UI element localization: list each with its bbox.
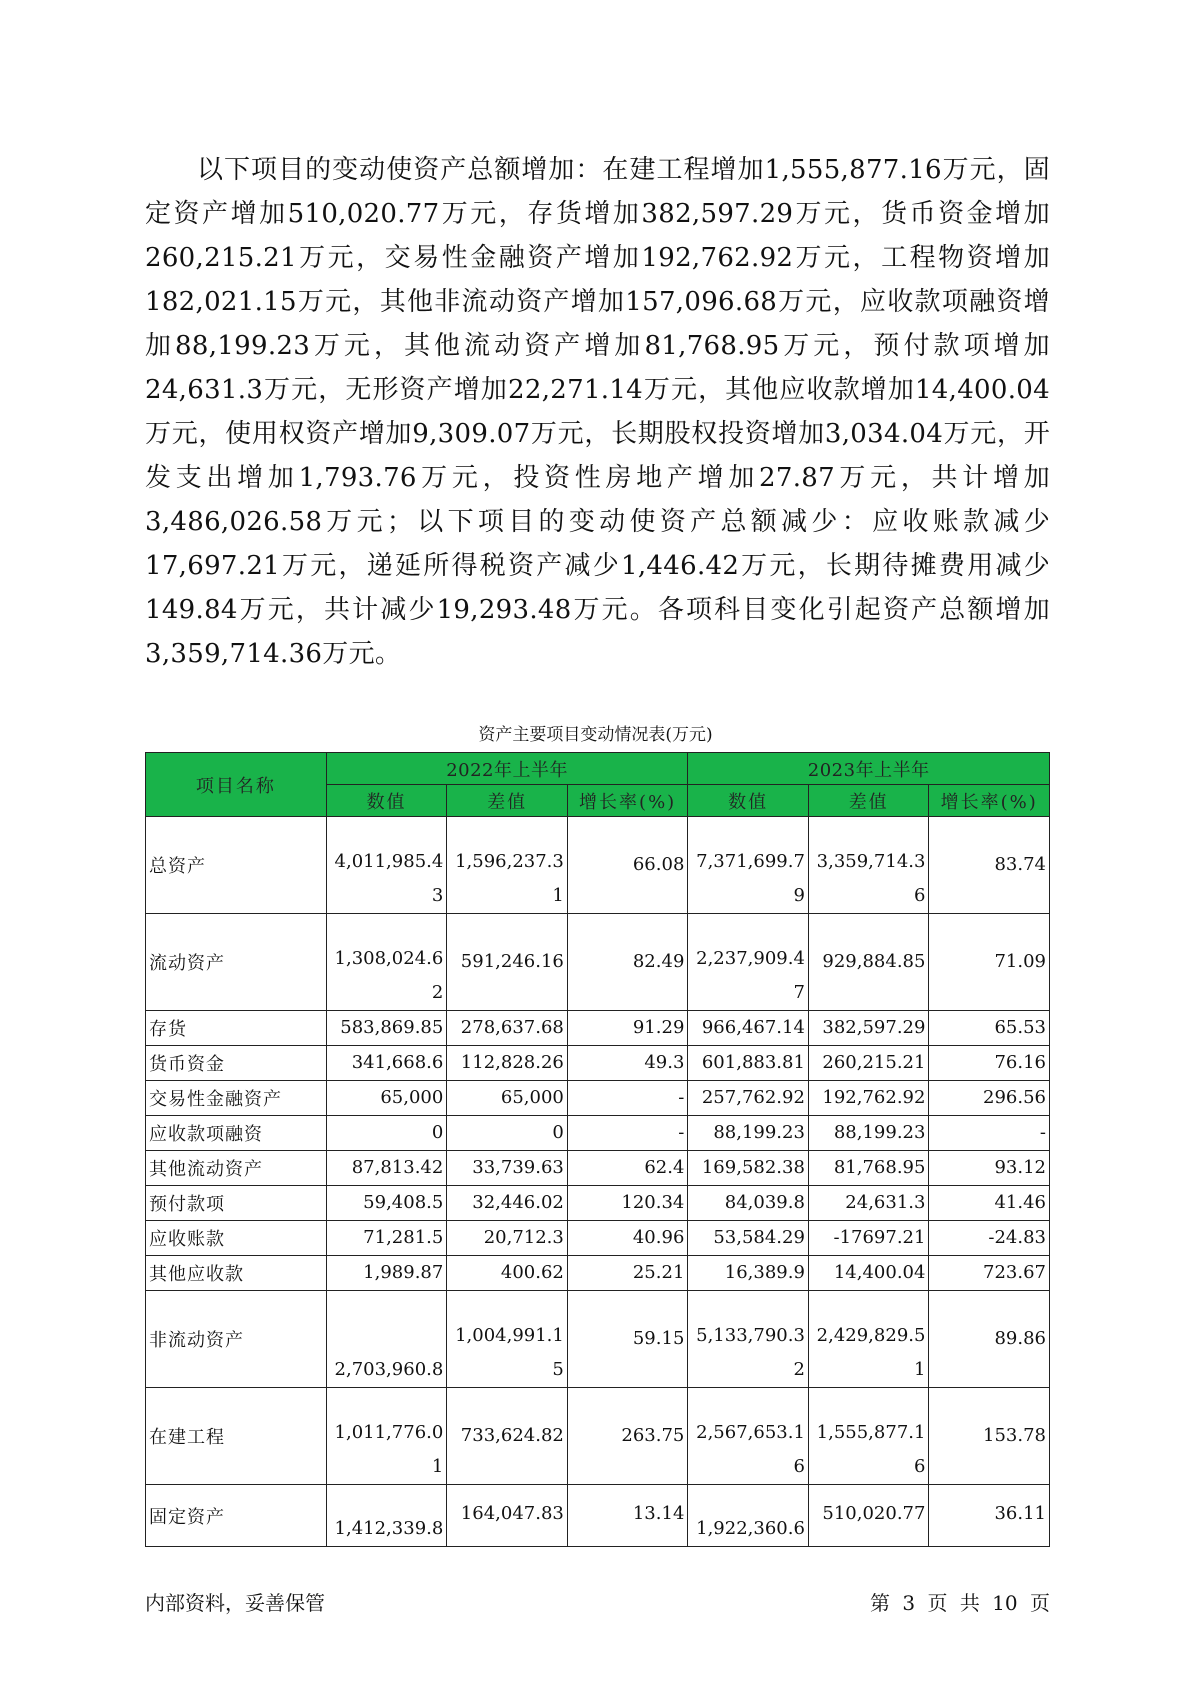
- table-row: [146, 1291, 1050, 1388]
- header-diff-2022: 差值: [447, 785, 568, 817]
- cell-diff-2022: 164,047.83: [447, 1485, 568, 1547]
- body-paragraph: 以下项目的变动使资产总额增加：在建工程增加1,555,877.16万元，固定资产增加510,020.77万元，存货增加382,597.29万元，货币资金增加260,215.21万元，交易性金融资产增加192,762.92万元，工程物资增加182,021.15万元，其他非流动资产增加157,096.68万元，应收款项融资增加88,199.23万元，其他流动资产增加81,768.95万元，预付款项增加24,631.3万元，无形资产增加22,271.14万元，其他应收款增加14,400.04万元，使用权资产增加9,309.07万元，长期股权投资增加3,034.04万元，开发支出增加1,793.76万元，投资性房地产增加27.87万元，共计增加3,486,026.58万元；以下项目的变动使资产总额减少：应收账款减少17,697.21万元，递延所得税资产减少1,446.42万元，长期待摊费用减少149.84万元，共计减少19,293.48万元。各项科目变化引起资产总额增加3,359,714.36万元。: [145, 155, 1050, 669]
- header-value-2022: 数值: [326, 785, 447, 817]
- row-label: 其他流动资产: [146, 1151, 327, 1186]
- cell-value-2022: 1,011,776.01: [326, 1388, 447, 1485]
- row-label: 应收账款: [146, 1221, 327, 1256]
- cell-value-2022: 1,412,339.8: [326, 1485, 447, 1547]
- row-label: 固定资产: [146, 1485, 327, 1547]
- cell-diff-2022: 1,004,991.15: [447, 1291, 568, 1388]
- cell-growth-2023: -24.83: [929, 1221, 1050, 1256]
- row-label: 在建工程: [146, 1388, 327, 1485]
- cell-growth-2022: 40.96: [567, 1221, 688, 1256]
- cell-growth-2023: 83.74: [929, 817, 1050, 914]
- cell-value-2022: 2,703,960.8: [326, 1291, 447, 1388]
- footer-page-number: 第 3 页 共 10 页: [870, 1591, 1050, 1615]
- cell-value-2023: 601,883.81: [688, 1046, 809, 1081]
- cell-growth-2022: 66.08: [567, 817, 688, 914]
- cell-diff-2022: 733,624.82: [447, 1388, 568, 1485]
- cell-growth-2022: 82.49: [567, 914, 688, 1011]
- cell-diff-2022: 400.62: [447, 1256, 568, 1291]
- asset-change-table: [145, 752, 1050, 1547]
- cell-growth-2023: 153.78: [929, 1388, 1050, 1485]
- cell-growth-2022: 49.3: [567, 1046, 688, 1081]
- cell-value-2023: 84,039.8: [688, 1186, 809, 1221]
- cell-diff-2023: 14,400.04: [808, 1256, 929, 1291]
- cell-value-2022: 87,813.42: [326, 1151, 447, 1186]
- table-row: [146, 1116, 1050, 1151]
- cell-diff-2023: 510,020.77: [808, 1485, 929, 1547]
- cell-value-2023: 1,922,360.6: [688, 1485, 809, 1547]
- row-label: 流动资产: [146, 914, 327, 1011]
- cell-value-2022: 4,011,985.43: [326, 817, 447, 914]
- table-row: [146, 1081, 1050, 1116]
- cell-diff-2022: 1,596,237.31: [447, 817, 568, 914]
- row-label: 货币资金: [146, 1046, 327, 1081]
- cell-value-2022: 0: [326, 1116, 447, 1151]
- cell-value-2022: 341,668.6: [326, 1046, 447, 1081]
- cell-growth-2022: -: [567, 1116, 688, 1151]
- cell-diff-2022: 32,446.02: [447, 1186, 568, 1221]
- cell-value-2022: 1,989.87: [326, 1256, 447, 1291]
- table-row: [146, 1221, 1050, 1256]
- header-diff-2023: 差值: [808, 785, 929, 817]
- cell-diff-2023: 2,429,829.51: [808, 1291, 929, 1388]
- cell-diff-2022: 0: [447, 1116, 568, 1151]
- cell-growth-2023: 65.53: [929, 1011, 1050, 1046]
- table-row: [146, 817, 1050, 914]
- cell-diff-2023: 260,215.21: [808, 1046, 929, 1081]
- cell-value-2023: 5,133,790.32: [688, 1291, 809, 1388]
- cell-growth-2022: -: [567, 1081, 688, 1116]
- cell-diff-2022: 20,712.3: [447, 1221, 568, 1256]
- cell-diff-2022: 33,739.63: [447, 1151, 568, 1186]
- row-label: 预付款项: [146, 1186, 327, 1221]
- cell-growth-2022: 62.4: [567, 1151, 688, 1186]
- cell-growth-2023: 71.09: [929, 914, 1050, 1011]
- table-row: [146, 1151, 1050, 1186]
- row-label: 总资产: [146, 817, 327, 914]
- cell-growth-2023: 76.16: [929, 1046, 1050, 1081]
- cell-growth-2023: 89.86: [929, 1291, 1050, 1388]
- cell-growth-2022: 263.75: [567, 1388, 688, 1485]
- row-label: 存货: [146, 1011, 327, 1046]
- table-caption: 资产主要项目变动情况表(万元): [478, 725, 713, 745]
- cell-value-2023: 2,567,653.16: [688, 1388, 809, 1485]
- header-growth-2022: 增长率(%): [567, 785, 688, 817]
- cell-diff-2022: 278,637.68: [447, 1011, 568, 1046]
- cell-growth-2023: -: [929, 1116, 1050, 1151]
- cell-growth-2023: 36.11: [929, 1485, 1050, 1547]
- cell-value-2023: 16,389.9: [688, 1256, 809, 1291]
- table-row: [146, 914, 1050, 1011]
- cell-value-2022: 59,408.5: [326, 1186, 447, 1221]
- cell-diff-2023: 24,631.3: [808, 1186, 929, 1221]
- cell-value-2023: 2,237,909.47: [688, 914, 809, 1011]
- cell-diff-2022: 591,246.16: [447, 914, 568, 1011]
- cell-value-2023: 257,762.92: [688, 1081, 809, 1116]
- cell-growth-2023: 296.56: [929, 1081, 1050, 1116]
- cell-value-2022: 71,281.5: [326, 1221, 447, 1256]
- row-label: 其他应收款: [146, 1256, 327, 1291]
- table-row: [146, 1388, 1050, 1485]
- header-value-2023: 数值: [688, 785, 809, 817]
- cell-diff-2023: 192,762.92: [808, 1081, 929, 1116]
- cell-value-2023: 88,199.23: [688, 1116, 809, 1151]
- cell-value-2023: 53,584.29: [688, 1221, 809, 1256]
- cell-growth-2022: 25.21: [567, 1256, 688, 1291]
- footer-confidential-note: 内部资料，妥善保管: [145, 1591, 325, 1615]
- cell-growth-2022: 13.14: [567, 1485, 688, 1547]
- row-label: 交易性金融资产: [146, 1081, 327, 1116]
- row-label: 非流动资产: [146, 1291, 327, 1388]
- cell-growth-2023: 41.46: [929, 1186, 1050, 1221]
- cell-growth-2022: 59.15: [567, 1291, 688, 1388]
- table-row: [146, 1046, 1050, 1081]
- header-period-2023: 2023年上半年: [688, 753, 1050, 785]
- cell-diff-2023: 81,768.95: [808, 1151, 929, 1186]
- cell-value-2022: 1,308,024.62: [326, 914, 447, 1011]
- cell-diff-2023: 88,199.23: [808, 1116, 929, 1151]
- cell-value-2023: 966,467.14: [688, 1011, 809, 1046]
- cell-growth-2023: 723.67: [929, 1256, 1050, 1291]
- cell-diff-2022: 112,828.26: [447, 1046, 568, 1081]
- cell-diff-2023: 3,359,714.36: [808, 817, 929, 914]
- cell-diff-2023: 929,884.85: [808, 914, 929, 1011]
- cell-growth-2022: 120.34: [567, 1186, 688, 1221]
- cell-diff-2023: 382,597.29: [808, 1011, 929, 1046]
- cell-value-2023: 169,582.38: [688, 1151, 809, 1186]
- cell-growth-2022: 91.29: [567, 1011, 688, 1046]
- cell-diff-2023: -17697.21: [808, 1221, 929, 1256]
- row-label: 应收款项融资: [146, 1116, 327, 1151]
- cell-value-2023: 7,371,699.79: [688, 817, 809, 914]
- cell-diff-2022: 65,000: [447, 1081, 568, 1116]
- table-row: [146, 1256, 1050, 1291]
- table-row: [146, 1011, 1050, 1046]
- cell-value-2022: 583,869.85: [326, 1011, 447, 1046]
- header-growth-2023: 增长率(%): [929, 785, 1050, 817]
- table-row: [146, 1485, 1050, 1547]
- cell-diff-2023: 1,555,877.16: [808, 1388, 929, 1485]
- cell-value-2022: 65,000: [326, 1081, 447, 1116]
- header-period-2022: 2022年上半年: [326, 753, 688, 785]
- table-row: [146, 1186, 1050, 1221]
- header-item-name: 项目名称: [146, 753, 327, 817]
- cell-growth-2023: 93.12: [929, 1151, 1050, 1186]
